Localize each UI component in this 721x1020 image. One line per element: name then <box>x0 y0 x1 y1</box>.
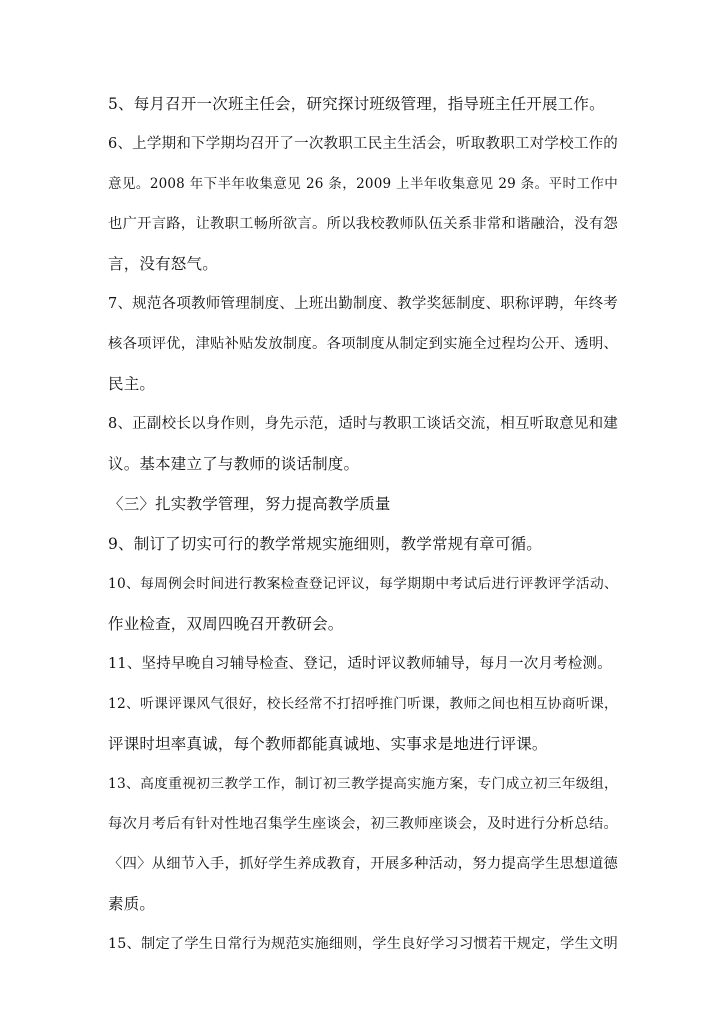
text-line: 13、高度重视初三教学工作，制订初三教学提高实施方案，专门成立初三年级组， <box>108 776 618 792</box>
text-line: 议。基本建立了与教师的谈话制度。 <box>108 455 360 473</box>
text-line: 意见。2008 年下半年收集意见 26 条，2009 上半年收集意见 29 条。平时工作中 <box>108 176 618 192</box>
text-line: 10、每周例会时间进行教案检查登记评议，每学期期中考试后进行评教评学活动、 <box>108 576 618 592</box>
text-line: 9、制订了切实可行的教学常规实施细则，教学常规有章可循。 <box>108 535 542 553</box>
section-heading: 〈三〉扎实教学管理，努力提高教学质量 <box>108 495 391 513</box>
text-line: 评课时坦率真诚，每个教师都能真诚地、实事求是地进行评课。 <box>108 735 548 753</box>
text-line: 言，没有怒气。 <box>108 255 218 273</box>
section-heading: 〈四〉从细节入手，抓好学生养成教育，开展多种活动，努力提高学生思想道德 <box>108 856 618 872</box>
text-line: 6、上学期和下学期均召开了一次教职工民主生活会，听取教职工对学校工作的 <box>108 136 618 152</box>
text-line: 民主。 <box>108 375 156 393</box>
text-line: 核各项评优，津贴补贴发放制度。各项制度从制定到实施全过程均公开、透明、 <box>108 336 618 352</box>
text-line: 8、正副校长以身作则，身先示范，适时与教职工谈话交流，相互听取意见和建 <box>108 416 618 432</box>
text-line: 每次月考后有针对性地召集学生座谈会，初三教师座谈会，及时进行分析总结。 <box>108 816 618 832</box>
text-line: 7、规范各项教师管理制度、上班出勤制度、教学奖惩制度、职称评聘，年终考 <box>108 296 618 312</box>
text-line: 作业检查，双周四晚召开教研会。 <box>108 615 344 633</box>
text-line: 15、制定了学生日常行为规范实施细则，学生良好学习习惯若干规定，学生文明 <box>108 936 618 952</box>
text-line: 12、听课评课风气很好，校长经常不打招呼推门听课，教师之间也相互协商听课， <box>108 696 618 712</box>
text-line: 也广开言路，让教职工畅所欲言。所以我校教师队伍关系非常和谐融洽，没有怨 <box>108 216 618 232</box>
text-line: 11、坚持早晚自习辅导检查、登记，适时评议教师辅导，每月一次月考检测。 <box>108 656 612 672</box>
text-line: 素质。 <box>108 895 156 913</box>
text-line: 5、每月召开一次班主任会，研究探讨班级管理，指导班主任开展工作。 <box>108 95 605 113</box>
